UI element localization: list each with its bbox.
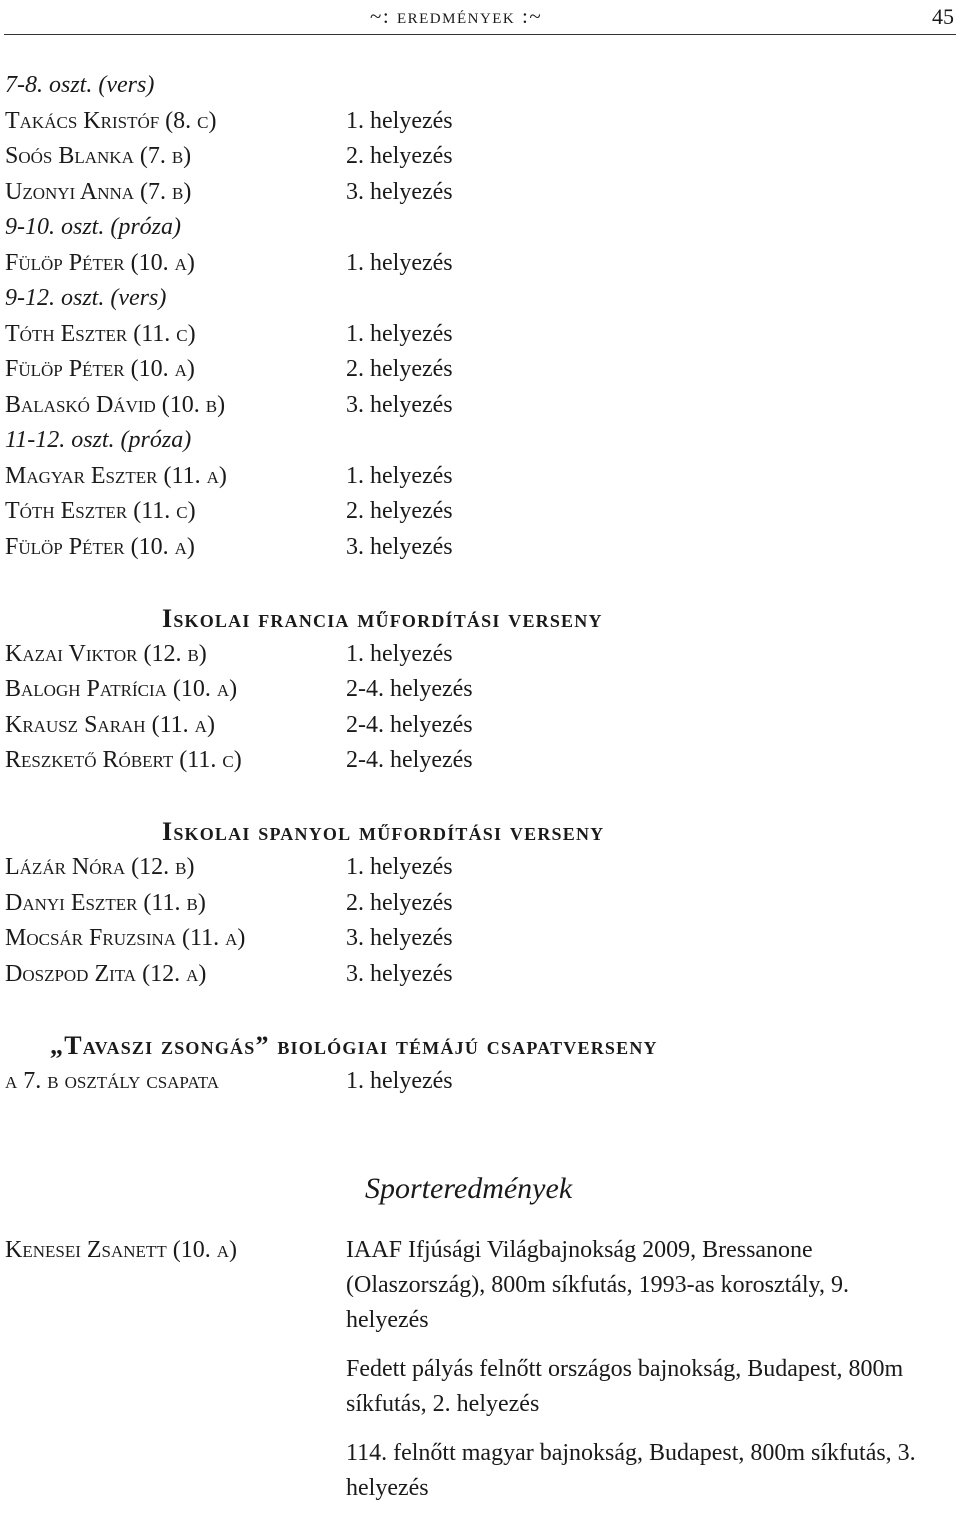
sport-result: IAAF Ifjúsági Világbajnokság 2009, Bressanone (Olaszország), 800m síkfutás, 1993-as korosztály, 9. helyezés: [346, 1237, 849, 1333]
student-name: Fülöp Péter (10. a): [5, 533, 195, 560]
result-row: [5, 1064, 955, 1100]
student-name: Danyi Eszter (11. b): [5, 889, 206, 916]
french-results: [5, 637, 955, 779]
result-row: [5, 743, 955, 779]
result-row: [5, 530, 955, 566]
header-rule: [4, 34, 956, 35]
student-name: Reszkető Róbert (11. c): [5, 747, 242, 773]
spacer: [5, 565, 955, 601]
placement: 3. helyezés: [346, 391, 453, 418]
spanish-results: [5, 850, 955, 992]
biology-section-title: „Tavaszi zsongás” biológiai témájú csapatverseny: [50, 1030, 658, 1060]
student-name: Doszpod Zita (12. a): [5, 960, 207, 987]
student-name: Magyar Eszter (11. a): [5, 462, 227, 489]
result-row: [5, 886, 955, 922]
page-content: [5, 68, 955, 1520]
result-row: [5, 708, 955, 744]
student-name: Lázár Nóra (12. b): [5, 854, 195, 880]
spacer: [5, 992, 955, 1028]
sport-result: 114. felnőtt magyar bajnokság, Budapest, 800m síkfutás, 3. helyezés: [346, 1440, 916, 1501]
result-row: [5, 104, 955, 140]
result-row: [5, 957, 955, 993]
placement: 3. helyezés: [346, 533, 453, 560]
student-name: Balogh Patrícia (10. a): [5, 676, 238, 702]
sport-entry: [5, 1233, 955, 1506]
student-name: Fülöp Péter (10. a): [5, 249, 195, 276]
athlete-results: [346, 1233, 936, 1506]
result-row: [5, 139, 955, 175]
placement: 2. helyezés: [346, 889, 453, 916]
result-row: [5, 388, 955, 424]
placement: 2. helyezés: [346, 143, 453, 169]
page-number: 45: [932, 4, 954, 29]
placement: 1. helyezés: [346, 854, 453, 880]
placement: 2-4. helyezés: [346, 676, 473, 702]
spacer: [5, 1099, 955, 1159]
result-row: [5, 850, 955, 886]
result-row: [5, 459, 955, 495]
result-row: [5, 175, 955, 211]
biology-results: [5, 1064, 955, 1100]
student-name: Fülöp Péter (10. a): [5, 356, 195, 382]
placement: 3. helyezés: [346, 925, 453, 951]
recitation-results: [5, 68, 955, 565]
sport-section-title: Sporteredmények: [365, 1172, 573, 1205]
result-row: [5, 352, 955, 388]
result-row: [5, 672, 955, 708]
result-row: [5, 921, 955, 957]
category-heading: 11-12. oszt. (próza): [5, 427, 192, 453]
placement: 2-4. helyezés: [346, 711, 473, 738]
placement: 1. helyezés: [346, 249, 453, 276]
running-head: ~: eredmények :~: [370, 4, 543, 28]
placement: 1. helyezés: [346, 640, 453, 667]
placement: 1. helyezés: [346, 1067, 453, 1094]
french-section-title: Iskolai francia műfordítási verseny: [162, 603, 603, 633]
student-name: Uzonyi Anna (7. b): [5, 178, 192, 205]
spacer: [5, 779, 955, 815]
placement: 2. helyezés: [346, 356, 453, 382]
placement: 1. helyezés: [346, 107, 453, 134]
category-heading: 7-8. oszt. (vers): [5, 72, 155, 98]
result-row: [5, 246, 955, 282]
athlete-name: Kenesei Zsanett (10. a): [5, 1237, 237, 1263]
student-name: Takács Kristóf (8. c): [5, 107, 217, 134]
result-row: [5, 494, 955, 530]
placement: 1. helyezés: [346, 320, 453, 347]
placement: 2. helyezés: [346, 498, 453, 524]
student-name: Soós Blanka (7. b): [5, 143, 192, 169]
student-name: Tóth Eszter (11. c): [5, 320, 196, 347]
placement: 1. helyezés: [346, 462, 453, 489]
student-name: Balaskó Dávid (10. b): [5, 391, 226, 418]
result-row: [5, 637, 955, 673]
student-name: Mocsár Fruzsina (11. a): [5, 925, 246, 951]
category-heading: 9-12. oszt. (vers): [5, 285, 167, 311]
page-header: [0, 0, 960, 36]
spanish-section-title: Iskolai spanyol műfordítási verseny: [162, 817, 605, 846]
placement: 3. helyezés: [346, 960, 453, 987]
category-heading: 9-10. oszt. (próza): [5, 214, 182, 240]
student-name: Tóth Eszter (11. c): [5, 498, 196, 524]
placement: 3. helyezés: [346, 178, 453, 205]
student-name: Kazai Viktor (12. b): [5, 640, 207, 667]
student-name: Krausz Sarah (11. a): [5, 711, 215, 738]
placement: 2-4. helyezés: [346, 747, 473, 773]
spacer: [5, 1219, 955, 1233]
student-name: a 7. b osztály csapata: [5, 1067, 220, 1094]
sport-result: Fedett pályás felnőtt országos bajnokság, Budapest, 800m síkfutás, 2. helyezés: [346, 1356, 904, 1417]
result-row: [5, 317, 955, 353]
